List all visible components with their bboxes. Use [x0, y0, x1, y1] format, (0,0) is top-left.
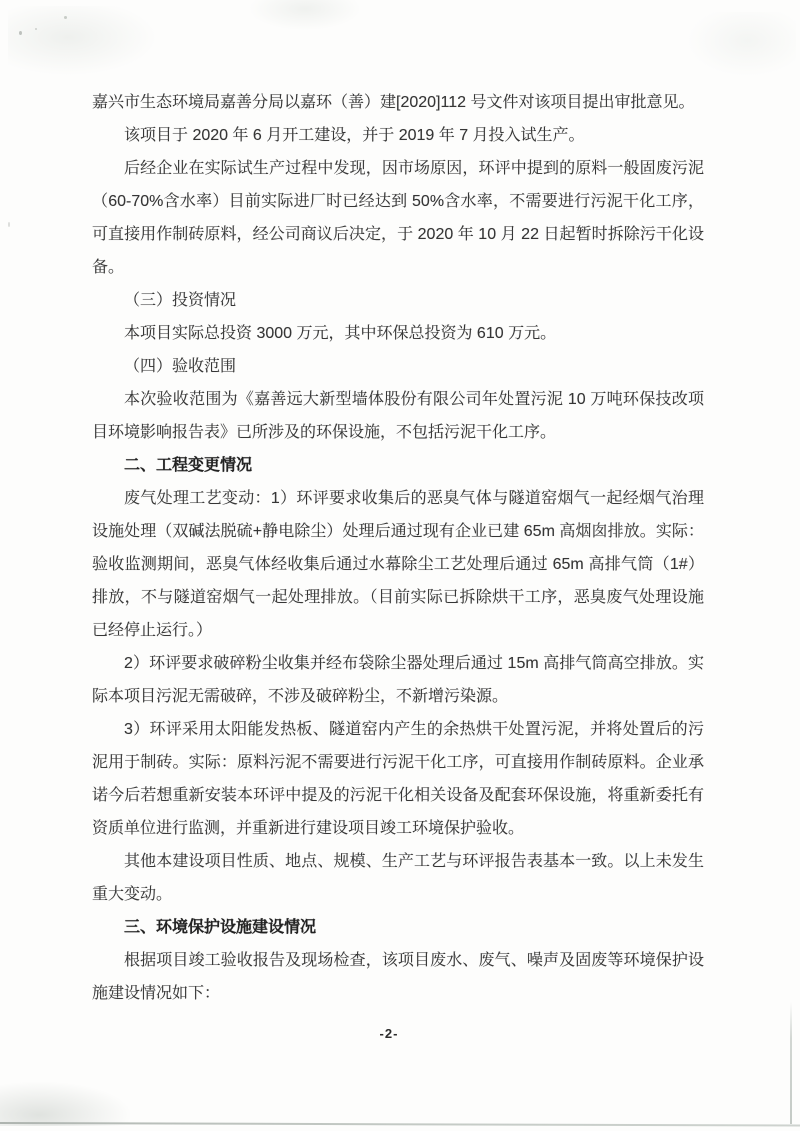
scan-smudge-bottom-left [0, 1082, 130, 1126]
paper-right-edge-shadow [790, 1002, 792, 1124]
document-body [92, 86, 704, 1010]
paragraph-waste-gas-change-3: 3）环评采用太阳能发热板、隧道窑内产生的余热烘干处置污泥，并将处置后的污泥用于制砖。实际：原料污泥不需要进行污泥干化工序，可直接用作制砖原料。企业承诺今后若想重新安装本环评中提及的污泥干化相关设备及配套环保设施，将重新委托有资质单位进行监测，并重新进行建设项目竣工环境保护验收。 [92, 721, 704, 837]
heading-section-3-env-protection-facilities: 三、环境保护设施建设情况 [124, 919, 317, 936]
subheading-acceptance-scope: （四）验收范围 [124, 358, 237, 375]
scan-speck [64, 16, 67, 19]
paragraph-facilities-intro: 根据项目竣工验收报告及现场检查，该项目废水、废气、噪声及固废等环境保护设施建设情况如下： [92, 952, 704, 1002]
subheading-investment: （三）投资情况 [124, 292, 237, 309]
paper-bottom-edge-shadow [0, 1122, 800, 1127]
scan-smudge-top-center [250, 0, 360, 30]
paragraph-continuation-approval: 嘉兴市生态环境局嘉善分局以嘉环（善）建[2020]112 号文件对该项目提出审批意见。 [92, 94, 695, 111]
scan-speck [19, 31, 22, 35]
paragraph-acceptance-scope: 本次验收范围为《嘉善远大新型墙体股份有限公司年处置污泥 10 万吨环保技改项目环境影响报告表》已所涉及的环保设施，不包括污泥干化工序。 [92, 391, 704, 441]
scan-smudge-top-left [8, 6, 158, 76]
page-number: -2- [379, 1026, 399, 1041]
paragraph-investment-amount: 本项目实际总投资 3000 万元，其中环保总投资为 610 万元。 [124, 325, 557, 342]
paragraph-waste-gas-change-2: 2）环评要求破碎粉尘收集并经布袋除尘器处理后通过 15m 高排气筒高空排放。实际本项目污泥无需破碎，不涉及破碎粉尘，不新增污染源。 [92, 655, 704, 705]
paragraph-waste-gas-change-1: 废气处理工艺变动：1）环评要求收集后的恶臭气体与隧道窑烟气一起经烟气治理设施处理（双碱法脱硫+静电除尘）处理后通过现有企业已建 65m 高烟囱排放。实际：验收监测期间，恶臭气体经收集后通过水幕除尘工艺处理后通过 65m 高排气筒（1#）排放，不与隧道窑烟气一起处理排放。（目前实际已拆除烘干工序，恶臭废气处理设施已经停止运行。） [92, 490, 704, 639]
paragraph-construction-dates: 该项目于 2020 年 6 月开工建设，并于 2019 年 7 月投入试生产。 [124, 127, 585, 144]
scan-speck [35, 28, 37, 30]
scan-smudge-top-right [688, 12, 796, 76]
scan-speck [8, 222, 10, 227]
paragraph-sludge-moisture-change: 后经企业在实际试生产过程中发现，因市场原因，环评中提到的原料一般固废污泥（60-70%含水率）目前实际进厂时已经达到 50%含水率，不需要进行污泥干化工序，可直接用作制砖原料，经公司商议后决定，于 2020 年 10 月 22 日起暂时拆除污干化设备。 [92, 160, 704, 276]
heading-section-2-project-changes: 二、工程变更情况 [124, 457, 253, 474]
paragraph-no-major-changes: 其他本建设项目性质、地点、规模、生产工艺与环评报告表基本一致。以上未发生重大变动。 [92, 853, 704, 903]
